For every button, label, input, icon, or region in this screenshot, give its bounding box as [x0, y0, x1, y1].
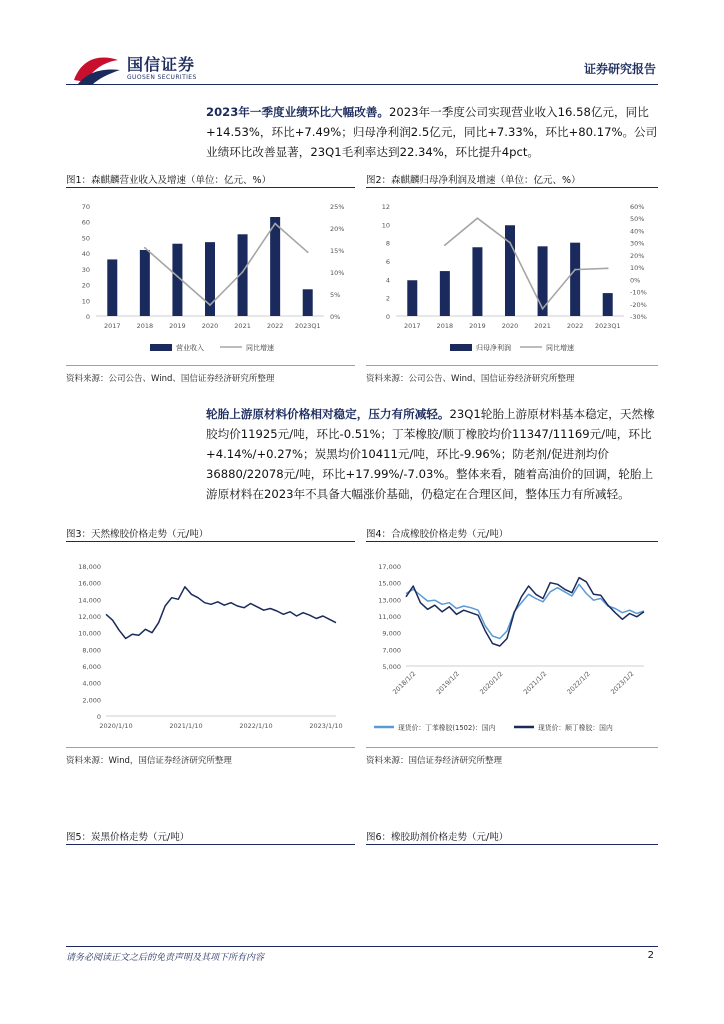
- x-tick-label: 2023/1/2: [609, 669, 636, 697]
- x-tick-label: 2018: [136, 322, 154, 330]
- x-tick-label: 2019: [469, 322, 486, 330]
- y-tick-label: 5,000: [382, 663, 401, 671]
- fig1-top-rule: [66, 187, 355, 188]
- paragraph-body: 2023年一季度公司实现营业收入16.58亿元，同比+14.53%，环比+7.49%；归母净利润2.5亿元，同比+7.33%，环比+80.17%。公司业绩环比改善显著，23Q1毛利率达到22.34%，环比提升4pct。: [206, 105, 658, 159]
- x-tick-label: 2021: [234, 322, 251, 330]
- y-left-tick-label: 6: [385, 258, 390, 266]
- bar: [270, 217, 280, 316]
- fig4-top-rule: [366, 541, 658, 542]
- fig6-top-rule: [366, 844, 658, 845]
- y-tick-label: 10,000: [78, 629, 101, 638]
- y-right-tick-label: 0%: [630, 276, 641, 285]
- x-tick-label: 2018: [436, 322, 454, 330]
- y-tick-label: 17,000: [378, 563, 401, 571]
- y-right-tick-label: 0%: [330, 313, 341, 321]
- bar: [570, 243, 580, 316]
- fig5-title: 图5：炭黑价格走势（元/吨）: [66, 832, 190, 843]
- x-tick-label: 2020: [501, 322, 519, 330]
- legend-bar-label: 营业收入: [176, 344, 204, 352]
- fig5-top-rule: [66, 844, 355, 845]
- fig4-source: 资料来源：国信证券经济研究所整理: [366, 756, 503, 766]
- y-tick-label: 12,000: [78, 613, 101, 621]
- fig4-title: 图4：合成橡胶价格走势（元/吨）: [366, 529, 509, 540]
- fig3-chart: [66, 550, 355, 740]
- y-left-tick-label: 40: [81, 250, 90, 259]
- guosen-logo-icon: [70, 52, 122, 86]
- fig2-top-rule: [366, 187, 658, 188]
- x-tick-label: 2020/1/10: [99, 722, 133, 730]
- x-tick-label: 2023Q1: [594, 322, 621, 330]
- paragraph-body: 23Q1轮胎上游原材料基本稳定，天然橡胶均价11925元/吨，环比-0.51%；丁苯橡胶/顺丁橡胶均价11347/11169元/吨，环比+4.14%/+0.27%；炭黑均价10411元/吨，环比-9.96%；防老剂/促进剂均价36880/22078元/吨，环比+17.99%/-7.03%。整体来看，随着高油价的回调，轮胎上游原材料在2023年不具备大幅涨价基础，仍稳定在合理区间，整体压力有所减轻。: [206, 407, 655, 501]
- paragraph-raw-materials: [206, 404, 658, 504]
- price-line: [106, 587, 336, 639]
- fig6-title: 图6：橡胶助剂价格走势（元/吨）: [366, 832, 509, 843]
- price-line: [406, 578, 644, 646]
- growth-line: [445, 218, 608, 309]
- fig1-chart: [66, 190, 355, 362]
- page-number: 2: [647, 950, 654, 961]
- y-left-tick-label: 50: [81, 234, 90, 243]
- y-right-tick-label: 20%: [630, 251, 645, 260]
- y-right-tick-label: -20%: [630, 300, 647, 309]
- y-right-tick-label: 60%: [630, 203, 645, 211]
- x-tick-label: 2019/1/2: [434, 669, 462, 697]
- fig2-bottom-rule: [366, 365, 658, 366]
- fig4-bottom-rule: [366, 747, 658, 748]
- fig3-source: 资料来源：Wind，国信证券经济研究所整理: [66, 756, 232, 766]
- x-tick-label: 2020: [201, 322, 219, 330]
- growth-line: [145, 224, 308, 305]
- bar: [107, 259, 117, 316]
- y-left-tick-label: 0: [85, 313, 90, 321]
- x-tick-label: 2017: [404, 322, 421, 330]
- y-left-tick-label: 30: [81, 265, 90, 274]
- legend-line-label: 同比增速: [246, 344, 274, 352]
- fig2-title: 图2：森麒麟归母净利润及增速（单位：亿元、%）: [366, 175, 581, 186]
- footer-disclaimer: 请务必阅读正文之后的免责声明及其项下所有内容: [66, 953, 265, 963]
- fig2-chart: [366, 190, 658, 362]
- fig3-title: 图3：天然橡胶价格走势（元/吨）: [66, 529, 209, 540]
- y-left-tick-label: 70: [81, 203, 90, 211]
- x-tick-label: 2022/1/10: [239, 722, 273, 730]
- fig2-source: 资料来源：公司公告、Wind、国信证券经济研究所整理: [366, 374, 575, 384]
- brand-name-en: GUOSEN SECURITIES: [127, 74, 197, 81]
- y-tick-label: 13,000: [378, 596, 401, 605]
- x-tick-label: 2020/1/2: [478, 669, 505, 697]
- x-tick-label: 2022: [266, 322, 284, 330]
- y-tick-label: 4,000: [82, 679, 101, 688]
- legend-bar-swatch: [450, 344, 472, 351]
- paragraph-lead: 2023年一季度业绩环比大幅改善。: [206, 105, 389, 119]
- bar: [140, 250, 150, 316]
- y-tick-label: 6,000: [82, 663, 101, 671]
- y-tick-label: 14,000: [78, 596, 101, 605]
- y-left-tick-label: 4: [385, 276, 390, 285]
- y-right-tick-label: 10%: [630, 264, 645, 273]
- y-right-tick-label: 10%: [330, 269, 345, 277]
- x-tick-label: 2017: [104, 322, 121, 330]
- y-tick-label: 2,000: [82, 696, 101, 705]
- paragraph-lead: 轮胎上游原材料价格相对稳定，压力有所减轻。: [206, 407, 450, 421]
- x-tick-label: 2023/1/10: [309, 722, 343, 730]
- bar: [505, 225, 515, 316]
- x-tick-label: 2018/1/2: [391, 669, 418, 697]
- bar: [407, 280, 417, 316]
- legend-label: 现货价：丁苯橡胶(1502)：国内: [398, 724, 496, 732]
- legend-bar-swatch: [150, 344, 172, 351]
- y-right-tick-label: 40%: [630, 227, 645, 236]
- y-right-tick-label: 15%: [330, 247, 345, 255]
- y-tick-label: 11,000: [378, 613, 401, 621]
- y-right-tick-label: 5%: [330, 291, 341, 299]
- y-right-tick-label: -10%: [630, 288, 647, 297]
- legend-line-label: 同比增速: [546, 344, 574, 352]
- x-tick-label: 2021/1/2: [521, 669, 549, 697]
- y-left-tick-label: 0: [385, 313, 390, 321]
- y-tick-label: 16,000: [78, 579, 101, 588]
- fig1-bottom-rule: [66, 365, 355, 366]
- y-left-tick-label: 2: [385, 294, 390, 303]
- y-left-tick-label: 10: [381, 221, 390, 230]
- bar: [440, 271, 450, 316]
- x-tick-label: 2023Q1: [294, 322, 321, 330]
- y-left-tick-label: 60: [81, 218, 90, 227]
- fig4-chart: [366, 550, 658, 740]
- y-tick-label: 18,000: [78, 563, 101, 571]
- x-tick-label: 2021: [534, 322, 551, 330]
- y-tick-label: 9,000: [382, 629, 401, 638]
- y-left-tick-label: 8: [385, 239, 390, 248]
- y-tick-label: 8,000: [82, 646, 101, 655]
- y-left-tick-label: 20: [81, 281, 90, 290]
- x-tick-label: 2021/1/10: [169, 722, 203, 730]
- y-right-tick-label: -30%: [630, 313, 647, 321]
- header-divider: [66, 84, 658, 85]
- legend-label: 现货价：顺丁橡胶：国内: [538, 724, 613, 732]
- y-tick-label: 0: [96, 713, 101, 721]
- y-right-tick-label: 20%: [330, 225, 345, 233]
- y-right-tick-label: 30%: [630, 239, 645, 248]
- bar: [603, 293, 613, 316]
- paragraph-q1-performance: [206, 102, 658, 162]
- y-left-tick-label: 12: [381, 203, 390, 211]
- footer-divider: [66, 946, 658, 947]
- y-right-tick-label: 50%: [630, 215, 645, 224]
- report-type-label: 证券研究报告: [583, 62, 656, 76]
- y-right-tick-label: 25%: [330, 203, 345, 211]
- x-tick-label: 2019: [169, 322, 186, 330]
- bar: [303, 289, 313, 316]
- y-left-tick-label: 10: [81, 297, 90, 306]
- legend-bar-label: 归母净利润: [476, 344, 511, 352]
- fig3-bottom-rule: [66, 747, 355, 748]
- y-tick-label: 15,000: [378, 579, 401, 588]
- x-tick-label: 2022: [566, 322, 584, 330]
- fig1-title: 图1：森麒麟营业收入及增速（单位：亿元、%）: [66, 175, 272, 186]
- bar: [472, 247, 482, 316]
- fig3-top-rule: [66, 541, 355, 542]
- y-tick-label: 7,000: [382, 646, 401, 655]
- fig1-source: 资料来源：公司公告、Wind、国信证券经济研究所整理: [66, 374, 275, 384]
- brand-name-cn: 国信证券: [127, 55, 196, 74]
- x-tick-label: 2022/1/2: [565, 669, 592, 697]
